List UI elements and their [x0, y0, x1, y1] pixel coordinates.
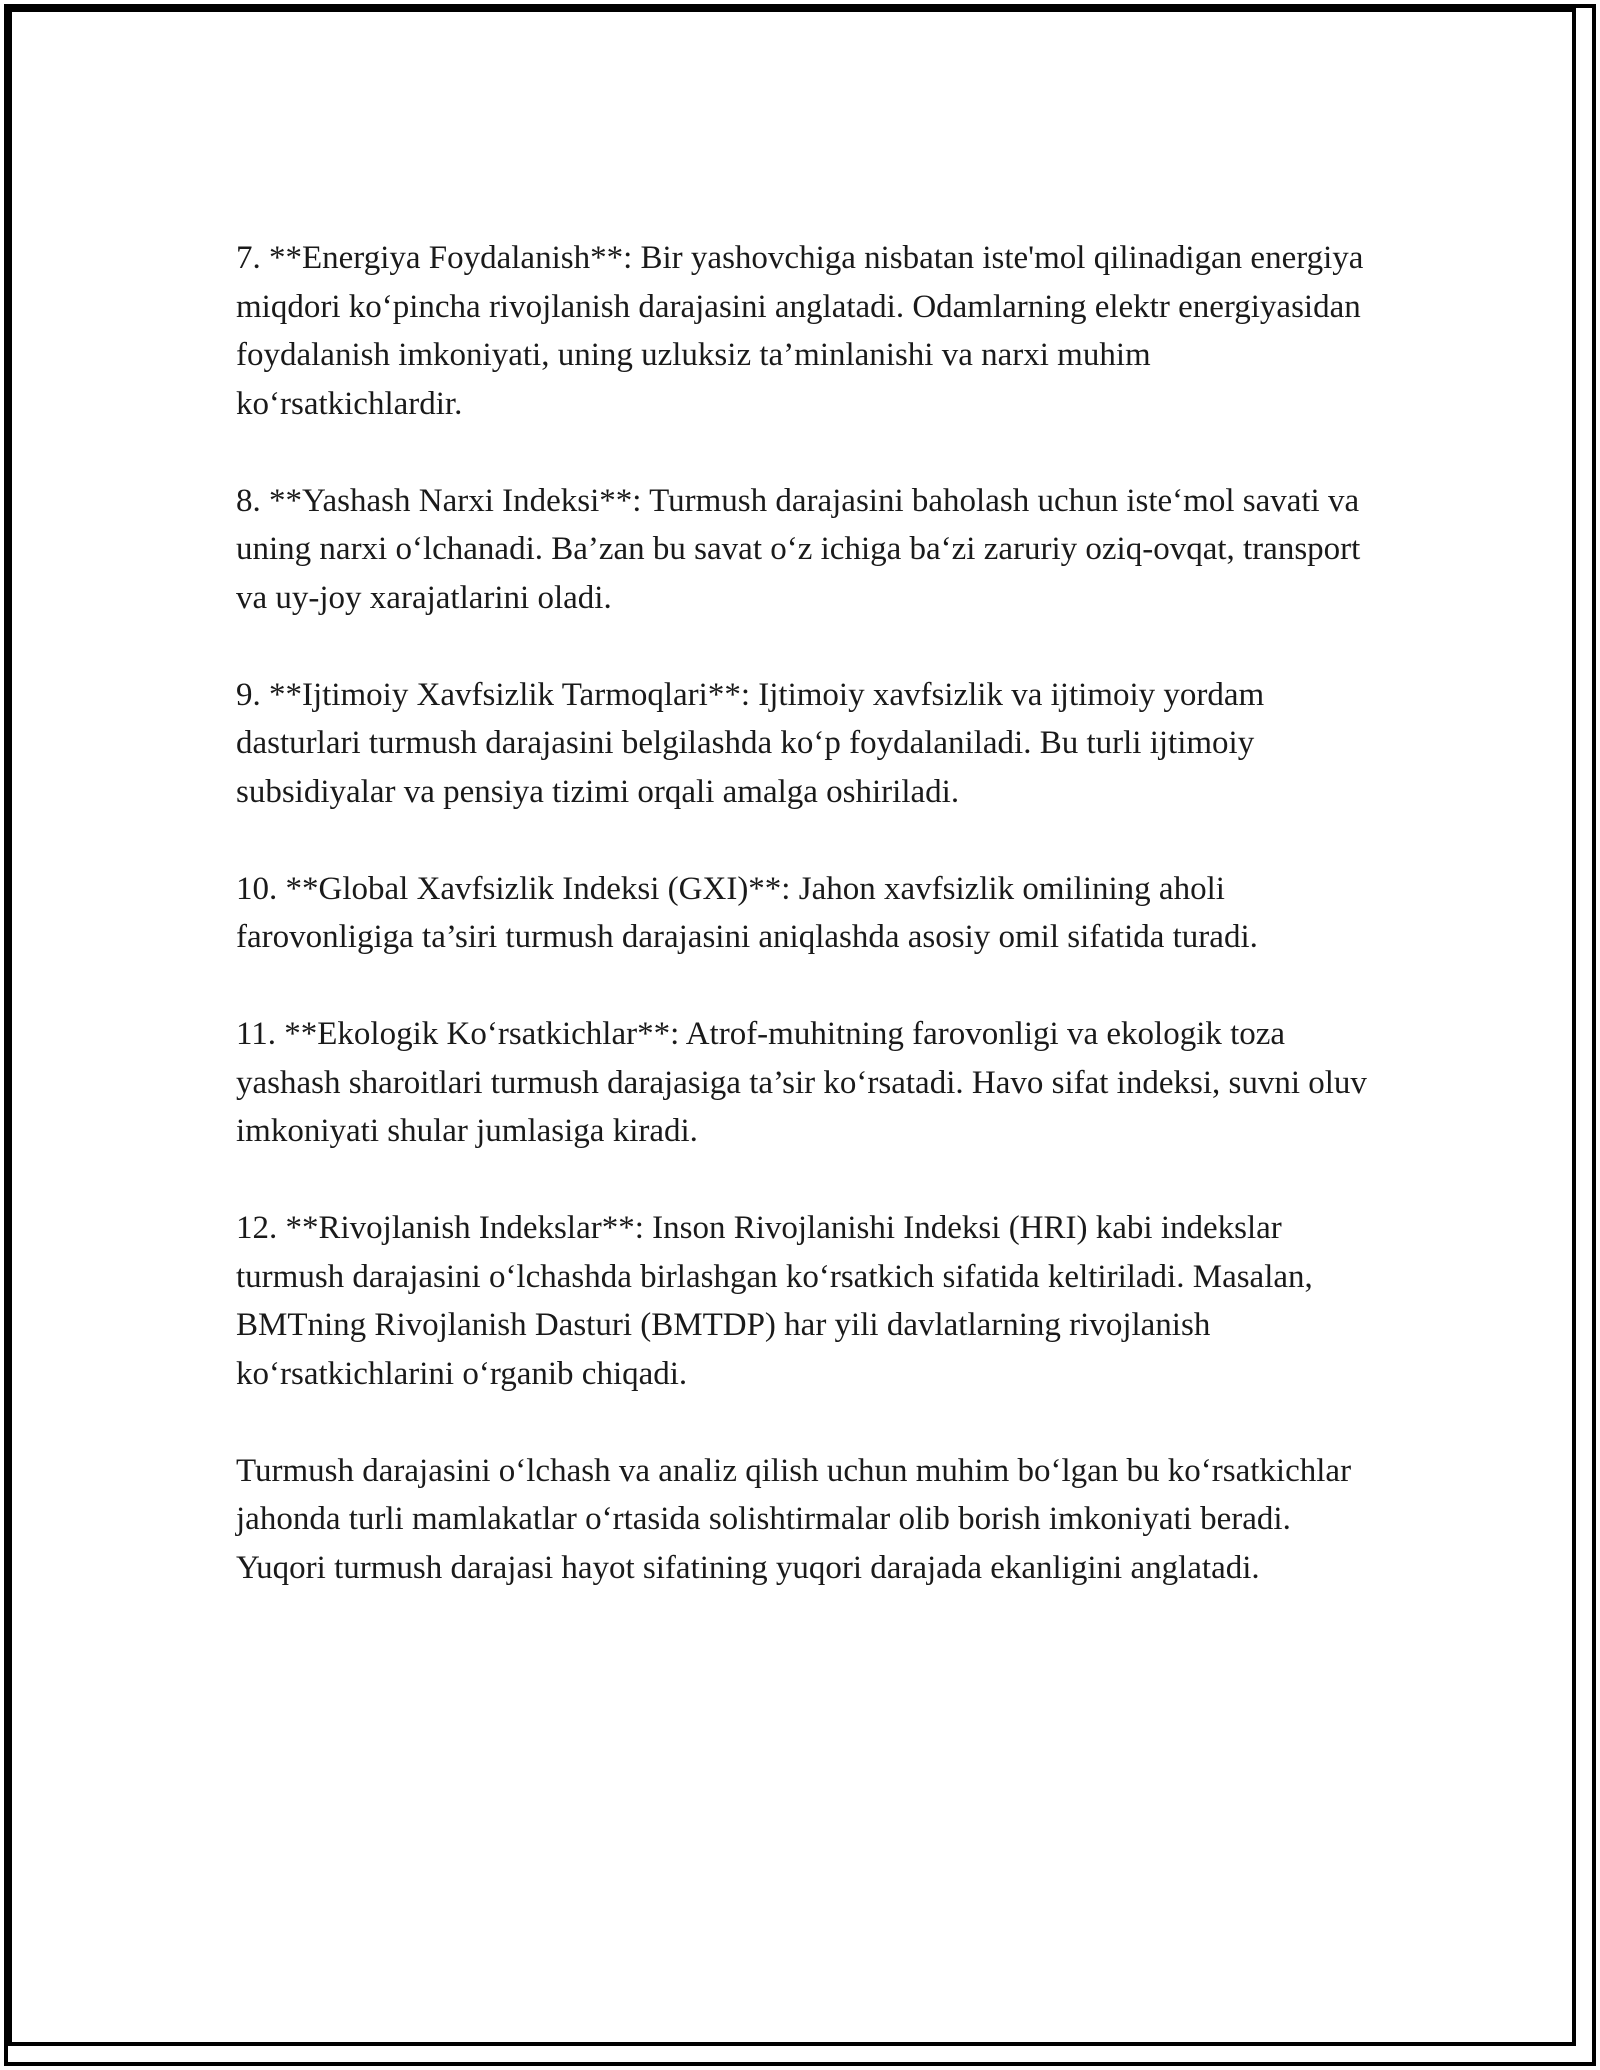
paragraph-global-security-index: 10. **Global Xavfsizlik Indeksi (GXI)**: Jahon xavfsizlik omilining aholi farovonligiga ta’siri turmush darajasini aniqlashda asosiy omil sifatida turadi.: [236, 870, 1258, 955]
paragraph-cost-of-living-index: 8. **Yashash Narxi Indeksi**: Turmush darajasini baholash uchun iste‘mol savati va uning narxi o‘lchanadi. Ba’zan bu savat o‘z ichiga ba‘zi zaruriy oziq-ovqat, transport va uy-joy xarajatlarini oladi.: [236, 482, 1361, 616]
paragraph-energy-use: 7. **Energiya Foydalanish**: Bir yashovchiga nisbatan iste'mol qilinadigan energiya miqdori ko‘pincha rivojlanish darajasini anglatadi. Odamlarning elektr energiyasidan foydalanish imkoniyati, uning uzluksiz ta’minlanishi va narxi muhim ko‘rsatkichlardir.: [236, 240, 1364, 422]
paragraph-social-safety-nets: 9. **Ijtimoiy Xavfsizlik Tarmoqlari**: Ijtimoiy xavfsizlik va ijtimoiy yordam dasturlari turmush darajasini belgilashda ko‘p foydalaniladi. Bu turli ijtimoiy subsidiyalar va pensiya tizimi orqali amalga oshiriladi.: [236, 676, 1265, 810]
document-body: [236, 234, 1376, 1641]
paragraph-development-indexes: 12. **Rivojlanish Indekslar**: Inson Rivojlanishi Indeksi (HRI) kabi indekslar turmush darajasini o‘lchashda birlashgan ko‘rsatkich sifatida keltiriladi. Masalan, BMTning Rivojlanish Dasturi (BMTDP) har yili davlatlarning rivojlanish ko‘rsatkichlarini o‘rganib chiqadi.: [236, 1210, 1313, 1392]
paragraph-ecological-indicators: 11. **Ekologik Ko‘rsatkichlar**: Atrof-muhitning farovonligi va ekologik toza yashash sharoitlari turmush darajasiga ta’sir ko‘rsatadi. Havo sifat indeksi, suvni oluv imkoniyati shular jumlasiga kiradi.: [236, 1016, 1367, 1149]
paragraph-conclusion: Turmush darajasini o‘lchash va analiz qilish uchun muhim bo‘lgan bu ko‘rsatkichlar jahonda turli mamlakatlar o‘rtasida solishtirmalar olib borish imkoniyati beradi. Yuqori turmush darajasi hayot sifatining yuqori darajada ekanligini anglatadi.: [236, 1452, 1352, 1586]
